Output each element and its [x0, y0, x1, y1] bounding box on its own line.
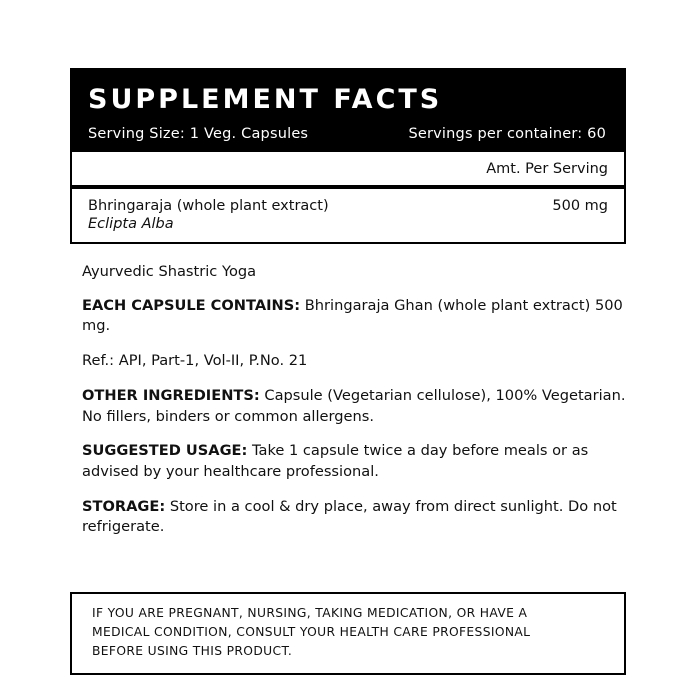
section-heading: SUGGESTED USAGE:	[82, 442, 248, 460]
section-text: Store in a cool & dry place, away from direct sunlight. Do not refrigerate.	[82, 497, 617, 536]
supplement-facts-header	[70, 68, 626, 152]
ingredient-name: Bhringaraja (whole plant extract)	[88, 198, 329, 215]
section-heading: EACH CAPSULE CONTAINS:	[82, 296, 301, 314]
section-each-capsule-contains	[82, 296, 627, 337]
classification-text: Ayurvedic Shastric Yoga	[82, 263, 257, 280]
page-title: SUPPLEMENT FACTS	[88, 84, 443, 115]
section-suggested-usage	[82, 441, 627, 482]
section-heading: OTHER INGREDIENTS:	[82, 386, 260, 404]
section-storage	[82, 497, 627, 538]
supplement-facts-table	[70, 152, 626, 244]
section-heading: STORAGE:	[82, 497, 166, 515]
serving-size-text: Serving Size: 1 Veg. Capsules	[88, 126, 309, 143]
supplement-facts-panel	[70, 68, 626, 244]
section-text: Bhringaraja Ghan (whole plant extract) 500 mg.	[82, 296, 623, 335]
serving-info-row	[88, 126, 608, 142]
warning-line: BEFORE USING THIS PRODUCT.	[92, 644, 293, 659]
section-text: Capsule (Vegetarian cellulose), 100% Vegetarian. No fillers, binders or common allergens.	[82, 386, 626, 425]
amount-per-serving-header: Amt. Per Serving	[72, 152, 624, 189]
section-reference	[82, 351, 627, 372]
table-row	[72, 189, 624, 216]
label-body-content	[82, 262, 627, 552]
warning-line: IF YOU ARE PREGNANT, NURSING, TAKING MEDICATION, OR HAVE A	[92, 606, 528, 620]
servings-per-container-text: Servings per container: 60	[408, 126, 606, 143]
ingredient-amount: 500 mg	[552, 198, 608, 215]
section-other-ingredients	[82, 386, 627, 427]
ingredient-latin-name: Eclipta Alba	[88, 216, 174, 233]
warning-line: MEDICAL CONDITION, CONSULT YOUR HEALTH CARE PROFESSIONAL	[92, 625, 531, 640]
section-text: Take 1 capsule twice a day before meals or as advised by your healthcare professional.	[82, 442, 589, 481]
section-heading: Ref.: API, Part-1, Vol-II, P.No. 21	[82, 352, 308, 370]
warning-box	[70, 592, 626, 675]
